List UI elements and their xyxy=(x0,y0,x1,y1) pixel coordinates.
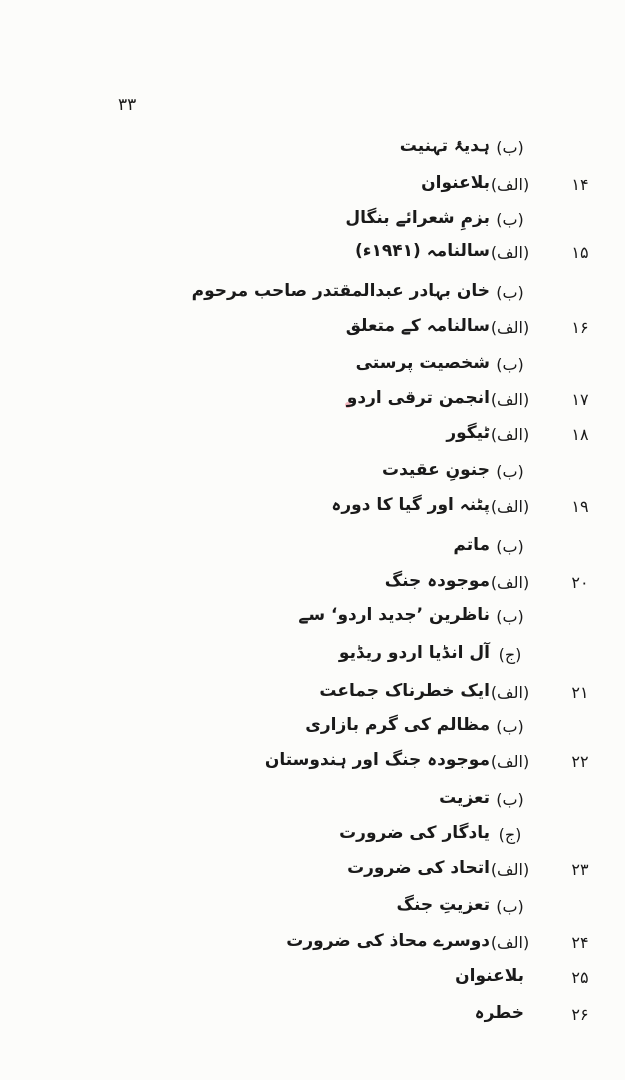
entry-number: ۱۶ xyxy=(571,318,589,337)
entry-number: ۲۳ xyxy=(571,860,589,879)
entry-title: آل انڈیا اردو ریڈیو xyxy=(338,643,490,663)
entry-title: سالنامہ کے متعلق xyxy=(345,316,490,336)
entry-title: تعزیت xyxy=(439,788,490,808)
entry-title: بلاعنوان xyxy=(421,173,490,193)
entry-marker: (الف) xyxy=(490,243,530,262)
entry-title: بلاعنوان xyxy=(455,966,524,986)
entry-title: خطرہ xyxy=(474,1003,524,1023)
entry-number: ۱۸ xyxy=(571,425,589,444)
entry-marker: (الف) xyxy=(490,752,530,771)
entry-title: بزمِ شعرائے بنگال xyxy=(345,208,490,228)
entry-marker: (ب) xyxy=(496,897,524,916)
entry-marker: (الف) xyxy=(490,318,530,337)
entry-marker: (الف) xyxy=(490,683,530,702)
entry-marker: (الف) xyxy=(490,933,530,952)
entry-title: ایک خطرناک جماعت xyxy=(319,681,490,701)
entry-marker: (الف) xyxy=(490,860,530,879)
entry-number: ۲۶ xyxy=(571,1005,589,1024)
entry-title: ہدیۂ تہنیت xyxy=(399,136,490,156)
entry-marker: (ب) xyxy=(496,462,524,481)
entry-marker: (ب) xyxy=(496,790,524,809)
entry-title: سالنامہ (۱۹۴۱ء) xyxy=(355,241,490,261)
entry-number: ۲۵ xyxy=(571,968,589,987)
entry-number: ۱۷ xyxy=(571,390,589,409)
entry-marker: (ب) xyxy=(496,355,524,374)
entry-title: موجودہ جنگ xyxy=(384,571,490,591)
entry-marker: (ب) xyxy=(496,717,524,736)
entry-title: جنونِ عقیدت xyxy=(382,460,490,480)
entry-title: تعزیتِ جنگ xyxy=(396,895,490,915)
entry-title: خان بہادر عبدالمقتدر صاحب مرحوم xyxy=(191,281,490,301)
entry-title: موجودہ جنگ اور ہندوستان xyxy=(264,750,490,770)
entry-marker: (الف) xyxy=(490,175,530,194)
entry-marker: (الف) xyxy=(490,425,530,444)
entry-title: پٹنہ اور گیا کا دورہ xyxy=(331,495,490,515)
entry-marker: (ج) xyxy=(498,645,522,664)
entry-marker: (ب) xyxy=(496,138,524,157)
entry-number: ۲۱ xyxy=(571,683,589,702)
entry-marker: (الف) xyxy=(490,573,530,592)
entry-title: دوسرے محاذ کی ضرورت xyxy=(286,931,490,951)
entry-title: شخصیت پرستی xyxy=(355,353,490,373)
entry-number: ۱۴ xyxy=(571,175,589,194)
entry-marker: (ج) xyxy=(498,825,522,844)
entry-title: ناظرین ’جدید اردو‘ سے xyxy=(298,605,490,625)
entry-number: ۲۰ xyxy=(571,573,589,592)
entry-number: ۱۹ xyxy=(571,497,589,516)
entry-title: ٹیگور xyxy=(446,423,490,443)
entry-marker: (ب) xyxy=(496,537,524,556)
entry-title: اتحاد کی ضرورت xyxy=(347,858,490,878)
entry-title: مظالم کی گرم بازاری xyxy=(305,715,490,735)
entry-number: ۲۴ xyxy=(571,933,589,952)
page-number: ۳۳ xyxy=(118,95,137,115)
entry-marker: (الف) xyxy=(490,390,530,409)
entry-marker: (ب) xyxy=(496,607,524,626)
entry-marker: (ب) xyxy=(496,210,524,229)
entry-marker: (ب) xyxy=(496,283,524,302)
entry-marker: (الف) xyxy=(490,497,530,516)
entry-title: یادگار کی ضرورت xyxy=(339,823,490,843)
entry-number: ۱۵ xyxy=(571,243,589,262)
entry-number: ۲۲ xyxy=(571,752,589,771)
entry-title: انجمن ترقی اردو xyxy=(346,388,490,408)
entry-title: ماتم xyxy=(453,535,490,555)
